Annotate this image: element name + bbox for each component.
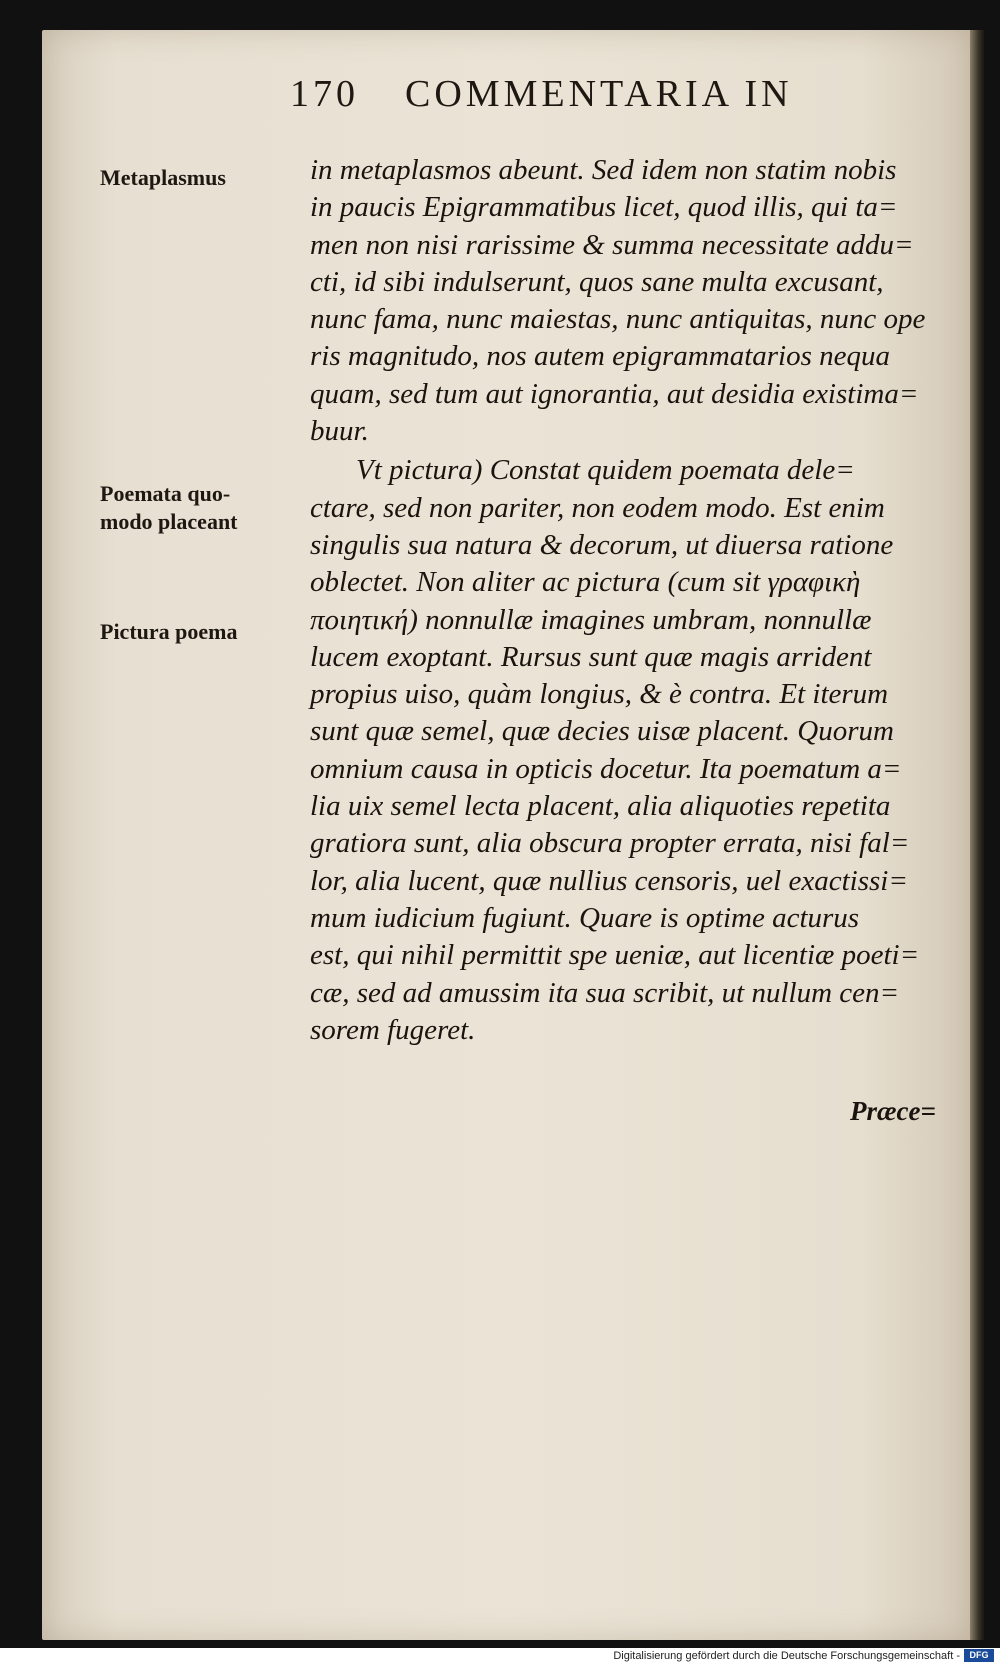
running-title: COMMENTARIA IN	[405, 73, 793, 115]
text-line: oblectet. Non aliter ac pictura (cum sit γραφικὴ	[310, 566, 861, 599]
margin-note-metaplasmus	[100, 164, 310, 192]
margin-note-line: Metaplasmus	[100, 165, 226, 190]
text-line: lucem exoptant. Rursus sunt quæ magis arrident	[310, 640, 872, 673]
funding-credit: Digitalisierung gefördert durch die Deutsche Forschungsgemeinschaft -	[613, 1650, 960, 1662]
paragraph-1	[310, 152, 950, 450]
text-line: gratiora sunt, alia obscura propter errata, nisi fal=	[310, 827, 910, 860]
text-line: nunc fama, nunc maiestas, nunc antiquitas, nunc ope	[310, 303, 926, 336]
text-line: sunt quæ semel, quæ decies uisæ placent. Quorum	[310, 715, 894, 748]
catchword: Præce=	[850, 1096, 936, 1126]
text-line: ποιητική) nonnullæ imagines umbram, nonnullæ	[310, 603, 872, 636]
margin-note-line: modo placeant	[100, 509, 238, 534]
margin-note-poemata	[100, 480, 310, 536]
text-line: buur.	[310, 415, 369, 448]
dfg-logo: DFG	[964, 1649, 994, 1662]
text-line: cæ, sed ad amussim ita sua scribit, ut nullum cen=	[310, 976, 900, 1009]
text-line: lor, alia lucent, quæ nullius censoris, uel exactissi=	[310, 864, 908, 897]
text-line: est, qui nihil permittit spe ueniæ, aut licentiæ poeti=	[310, 939, 920, 972]
text-line: in paucis Epigrammatibus licet, quod illis, qui ta=	[310, 191, 898, 224]
text-line: Vt pictura) Constat quidem poemata dele=	[356, 454, 855, 487]
text-line: cti, id sibi indulserunt, quos sane multa excusant,	[310, 265, 884, 298]
text-line: in metaplasmos abeunt. Sed idem non statim nobis	[310, 154, 897, 186]
running-head	[290, 72, 850, 132]
text-line: men non nisi rarissime & summa necessitate addu=	[310, 228, 914, 261]
page-number: 170	[290, 73, 359, 115]
text-line: quam, sed tum aut ignorantia, aut desidia existima=	[310, 377, 919, 410]
text-line: mum iudicium fugiunt. Quare is optime acturus	[310, 901, 860, 934]
margin-note-line: Pictura poema	[100, 619, 238, 644]
text-line: ris magnitudo, nos autem epigrammatarios nequa	[310, 340, 890, 373]
text-line: singulis sua natura & decorum, ut diuersa ratione	[310, 528, 894, 561]
margin-note-pictura	[100, 618, 310, 646]
text-line: propius uiso, quàm longius, & è contra. Et iterum	[310, 678, 889, 711]
text-line: sorem fugeret.	[310, 1013, 476, 1046]
page-edge-shadow	[970, 30, 984, 1640]
text-line: omnium causa in opticis docetur. Ita poematum a=	[310, 752, 902, 785]
margin-note-line: Poemata quo-	[100, 481, 231, 506]
main-text	[310, 152, 950, 1049]
text-line: lia uix semel lecta placent, alia aliquoties repetita	[310, 790, 891, 823]
paragraph-2	[310, 452, 950, 1049]
text-line: ctare, sed non pariter, non eodem modo. Est enim	[310, 491, 885, 524]
